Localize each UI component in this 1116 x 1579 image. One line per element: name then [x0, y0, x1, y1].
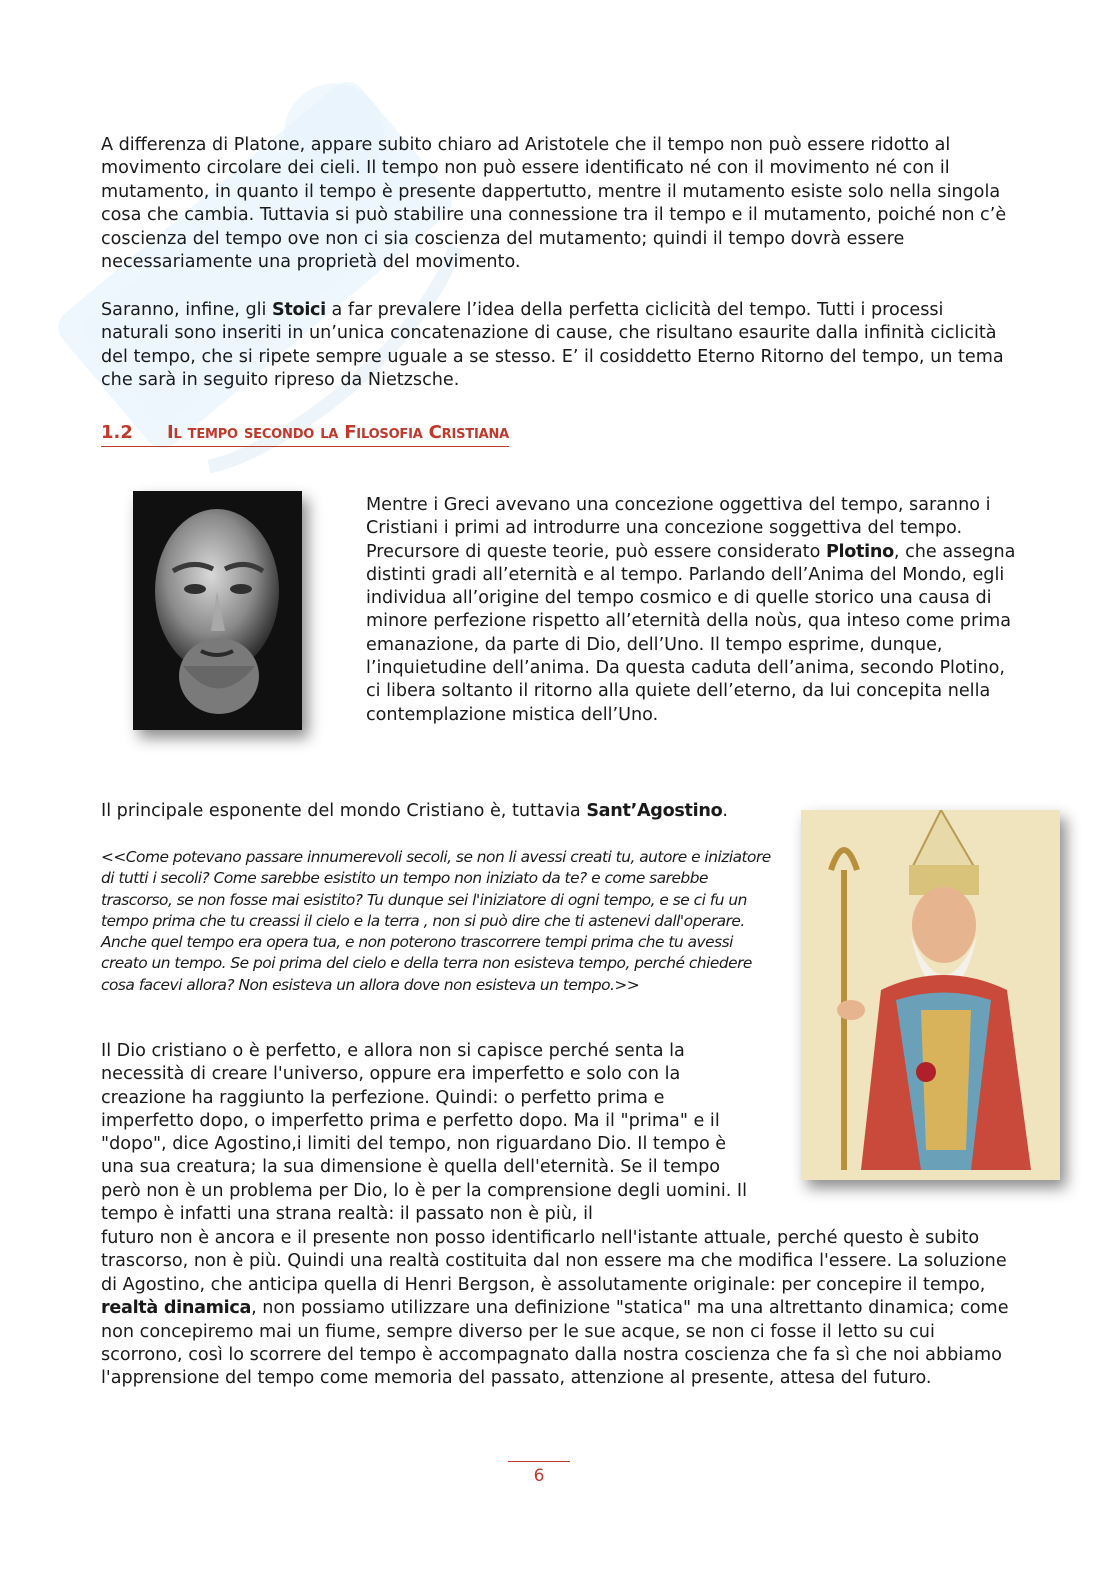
augustine-intro-end: . — [722, 801, 728, 821]
augustine-quote: <<Come potevano passare innumerevoli secoli, se non li avessi creati tu, autore e iniziatore di tutti i secoli? Come sarebbe esistito un tempo non iniziato da te? e come sarebbe trascorso, se non fosse mai esistito? Tu dunque sei l'iniziatore di ogni tempo, e se ci fu un tempo prima che tu creassi il cielo e la terra , non si può dire che ti astenevi dall'operare. Anche quel tempo era opera tua, e non poterono trascorrere tempi prima che tu avessi creato un tempo. Se poi prima del cielo e della terra non esisteva tempo, perché chiedere cosa facevi allora? Non esisteva un allora dove non esisteva un tempo.>> — [101, 848, 771, 994]
plotinus-text: Mentre i Greci avevano una concezione oggettiva del tempo, saranno i Cristiani i primi ad introdurre una concezione soggettiva del tempo. Precursore di queste teorie, può essere considerato — [366, 495, 991, 562]
section-title: Il tempo secondo la Filosofia Cristiana — [167, 422, 510, 443]
saint-augustine-image — [801, 810, 1060, 1180]
stoics-bold: Stoici — [272, 300, 326, 320]
paragraph-augustine-full — [101, 1227, 1013, 1391]
plotinus-bust-icon — [133, 491, 302, 730]
augustine-body-bold: realtà dinamica — [101, 1298, 252, 1319]
plotinus-text-rest: , che assegna distinti gradi all’eternità e al tempo. Parlando dell’Anima del Mondo, egli individua all’origine del tempo cosmico e di quelle storico una causa di minore perfezione rispetto all’eternità della noùs, qua inteso come prima emanazione, da parte di Dio, dell’Uno. Il tempo esprime, dunque, l’inquietudine dell’anima. Da questa caduta dell’anima, secondo Plotino, ci libera soltanto il ritorno alla quiete dell’eterno, da lui concepita nella contemplazione mistica dell’Uno. — [366, 541, 1016, 725]
augustine-intro-text: Il principale esponente del mondo Cristiano è, tuttavia — [101, 801, 587, 821]
paragraph-stoics — [101, 299, 1011, 393]
plotinus-bold: Plotino — [825, 541, 894, 562]
augustine-intro-bold: Sant’Agostino — [586, 801, 723, 821]
augustine-body-text: futuro non è ancora e il presente non posso identificarlo nell'istante attuale, perché questo è subito trascorso, non è più. Quindi una realtà costituita dal non essere ma che modifica l'essere. La soluzione di Agostino, che anticipa quella di Henri Bergson, è assolutamente originale: per concepire il tempo, — [101, 1228, 1007, 1295]
footer-divider — [508, 1461, 570, 1462]
paragraph-augustine-side: Il Dio cristiano o è perfetto, e allora non si capisce perché senta la necessità di creare l'universo, oppure era imperfetto e solo con la creazione ha raggiunto la perfezione. Quindi: o perfetto prima e imperfetto dopo, o imperfetto prima e perfetto dopo. Ma il "prima" e il "dopo", dice Agostino,i limiti del tempo, non riguardano Dio. Il tempo è una sua creatura; la sua dimensione è quella dell'eternità. Se il tempo però non è un problema per Dio, lo è per la comprensione degli uomini. Il tempo è infatti una strana realtà: il passato non è più, il — [101, 1041, 748, 1225]
section-number: 1.2 — [101, 422, 133, 443]
augustine-body-text-rest: , non possiamo utilizzare una definizione "statica" ma una altrettanto dinamica; come non concepiremo mai un fiume, sempre diverso per le sue acque, se non ci fosse il letto su cui scorrono, così lo scorrere del tempo è accompagnato dalla nostra coscienza che fa sì che noi abbiamo l'apprensione del tempo come memoria del passato, attenzione al presente, attesa del futuro. — [101, 1298, 1009, 1389]
page-number: 6 — [533, 1466, 545, 1486]
section-heading — [101, 420, 509, 447]
plotinus-bust-image — [133, 491, 302, 730]
stoics-text: Saranno, infine, gli — [101, 300, 273, 320]
paragraph-aristotle: A differenza di Platone, appare subito chiaro ad Aristotele che il tempo non può essere ridotto al movimento circolare dei cieli. Il tempo non può essere identificato né con il movimento né con il mutamento, in quanto il tempo è presente dappertutto, mentre il mutamento esiste solo nella singola cosa che cambia. Tuttavia si può stabilire una connessione tra il tempo e il mutamento, poiché non c’è coscienza del tempo ove non ci sia coscienza del mutamento; quindi il tempo dovrà essere necessariamente una proprietà del movimento. — [101, 135, 1007, 273]
saint-augustine-icon — [801, 810, 1060, 1180]
stoics-text-rest: a far prevalere l’idea della perfetta ciclicità del tempo. Tutti i processi naturali sono inseriti in un’unica concatenazione di cause, che risultano esaurite dalla infinità ciclicità del tempo, che si ripete sempre uguale a se stesso. E’ il cosiddetto Eterno Ritorno del tempo, un tema che sarà in seguito ripreso da Nietzsche. — [101, 300, 1004, 391]
paragraph-plotinus — [366, 494, 1016, 727]
